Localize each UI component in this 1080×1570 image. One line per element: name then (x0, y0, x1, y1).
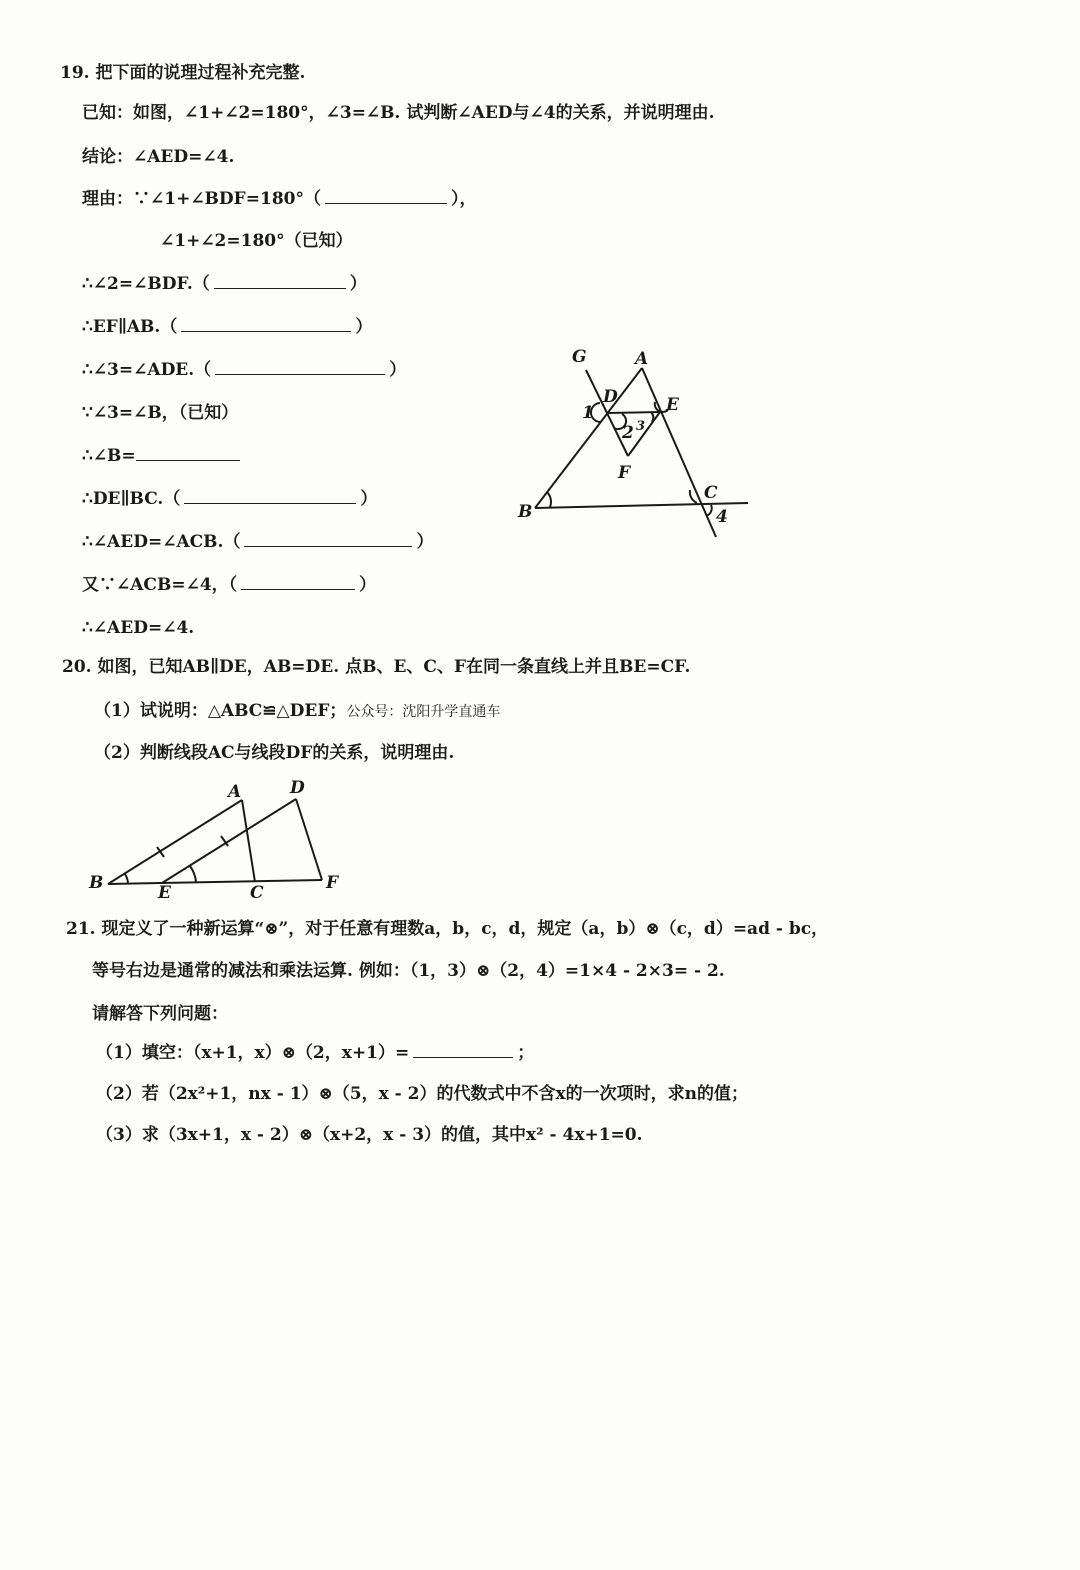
q19-step-10-text: 又∵∠ACB=∠4，（ (82, 575, 238, 595)
q19-step-7 (82, 445, 244, 467)
label-D: D (603, 387, 618, 407)
q20-figure (85, 775, 350, 900)
label-E: E (158, 883, 171, 900)
q20-part1: （1）试说明：△ABC≌△DEF； (94, 701, 347, 721)
q19-reason-1-text: 理由：∵∠1+∠BDF=180°（ (82, 189, 321, 209)
label-F: F (618, 463, 631, 483)
q19-step-4-text: ∴EF∥AB.（ (82, 317, 178, 337)
q19-step-6: ∵∠3=∠B，（已知） (82, 403, 239, 423)
label-F: F (326, 873, 339, 893)
q19-figure (500, 330, 770, 550)
line-BF (108, 880, 322, 884)
line-DE (162, 799, 296, 883)
label-E: E (666, 395, 679, 415)
answer-blank[interactable] (325, 189, 447, 204)
q19-step-11: ∴∠AED=∠4. (82, 618, 195, 638)
label-4: 4 (716, 507, 728, 527)
q19-step-10 (82, 574, 376, 596)
q21-line3: 请解答下列问题： (92, 1004, 228, 1024)
label-G: G (572, 347, 587, 367)
answer-blank[interactable] (136, 446, 240, 461)
angle-B-arc (547, 492, 551, 507)
q21-part3: （3）求（3x+1，x - 2）⊗（x+2，x - 3）的值，其中x² - 4x+1=0. (96, 1125, 643, 1145)
q19-step-9 (82, 531, 433, 553)
q21-part1-text: （1）填空：（x+1，x）⊗（2，x+1）= (96, 1043, 410, 1063)
q19-step-7-text: ∴∠B= (82, 446, 136, 466)
q19-step-5 (82, 359, 406, 381)
q19-step-8-text: ∴DE∥BC.（ (82, 489, 181, 509)
q19-step-3-text: ∴∠2=∠BDF.（ (82, 274, 210, 294)
q19-step-4 (82, 316, 372, 338)
q21-part1 (96, 1042, 534, 1064)
label-1: 1 (582, 403, 594, 423)
line-AC-extended (642, 368, 716, 537)
q19-conclusion: 结论：∠AED=∠4. (82, 147, 235, 167)
angle-B-arc (125, 874, 128, 883)
answer-blank[interactable] (244, 532, 412, 547)
q19-step-4-end: ） (355, 317, 373, 337)
label-B: B (89, 873, 104, 893)
label-3: 3 (636, 419, 646, 434)
line-AB (108, 800, 242, 884)
q19-step-8-end: ） (360, 489, 378, 509)
q19-step-3 (82, 273, 367, 295)
q19-step-5-text: ∴∠3=∠ADE.（ (82, 360, 212, 380)
label-2: 2 (622, 423, 634, 443)
q19-reason-2: ∠1+∠2=180°（已知） (160, 231, 353, 251)
label-B: B (518, 502, 533, 522)
q21-line2: 等号右边是通常的减法和乘法运算. 例如：（1，3）⊗（2，4）=1×4 - 2×3= - 2. (92, 961, 725, 981)
angle-3-arc (651, 412, 653, 422)
answer-blank[interactable] (181, 317, 351, 332)
q19-given: 已知：如图，∠1+∠2=180°，∠3=∠B. 试判断∠AED与∠4的关系，并说明理由. (82, 103, 715, 123)
q19-reason-1 (82, 188, 476, 210)
q19-step-9-end: ） (416, 532, 434, 552)
q19-title: 19. 把下面的说理过程补充完整. (60, 63, 306, 83)
label-A: A (228, 782, 242, 802)
answer-blank[interactable] (184, 489, 356, 504)
label-A: A (635, 349, 649, 369)
line-AC (242, 800, 255, 882)
answer-blank[interactable] (214, 274, 346, 289)
q21-part1-end: ； (517, 1043, 535, 1063)
watermark-text: 公众号：沈阳升学直通车 (346, 704, 501, 720)
line-DF (296, 799, 322, 880)
q19-step-8 (82, 488, 377, 510)
q19-step-5-end: ） (389, 360, 407, 380)
q20-part1-line (94, 700, 500, 723)
answer-blank[interactable] (413, 1043, 513, 1058)
q21-title: 21. 现定义了一种新运算“⊗”，对于任意有理数a，b，c，d，规定（a，b）⊗（c，d）=ad - bc， (66, 919, 829, 939)
q20-title: 20. 如图，已知AB∥DE，AB=DE. 点B、E、C、F在同一条直线上并且BE=CF. (62, 657, 691, 677)
label-C: C (704, 483, 718, 503)
answer-blank[interactable] (241, 575, 355, 590)
angle-E-arc (190, 866, 196, 882)
q19-step-10-end: ） (359, 575, 377, 595)
q21-part2: （2）若（2x²+1，nx - 1）⊗（5，x - 2）的代数式中不含x的一次项时，求n的值； (96, 1084, 748, 1104)
label-C: C (250, 883, 264, 900)
q20-part2: （2）判断线段AC与线段DF的关系，说明理由. (94, 743, 455, 763)
answer-blank[interactable] (215, 360, 385, 375)
q19-reason-1-end: ）， (450, 189, 477, 209)
label-D: D (290, 778, 305, 798)
q19-step-9-text: ∴∠AED=∠ACB.（ (82, 532, 241, 552)
q19-step-3-end: ） (349, 274, 367, 294)
